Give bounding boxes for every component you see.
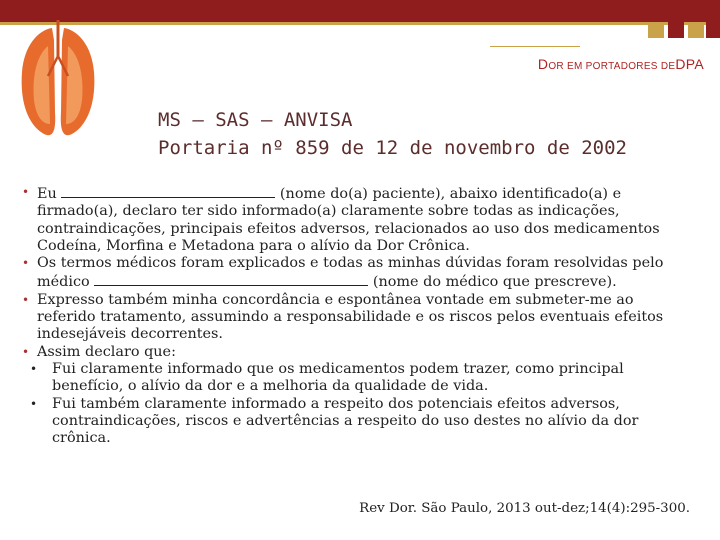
- doctor-name-blank: [94, 272, 368, 286]
- item-text-before-blank: Os termos médicos foram explicados e todas as minhas dúvidas foram resolvidas pelo médico: [37, 255, 664, 291]
- item-text-before-blank: Eu: [37, 186, 62, 202]
- bullet-dot-icon: •: [22, 344, 30, 359]
- page-title: [158, 106, 627, 162]
- top-accent-stripe: [0, 22, 720, 25]
- bullet-dot-icon: •: [22, 256, 30, 271]
- header-title-prefix: D: [537, 56, 549, 72]
- item-text-after-blank: (nome do médico que prescreve).: [368, 274, 617, 291]
- bullet-dot-icon: •: [22, 292, 30, 307]
- list-item: [22, 255, 682, 292]
- bullet-dot-icon: •: [30, 396, 38, 411]
- item-text: Expresso também minha concordância e espontânea vontade em submeter-me ao referido tratamento, assumindo a responsabilidade e os riscos pelos eventuais efeitos indesejáveis decorrentes.: [37, 291, 664, 343]
- bullet-dot-icon: •: [30, 361, 38, 376]
- lungs-logo-icon: [8, 16, 108, 146]
- title-line-2: Portaria nº 859 de 12 de novembro de 2002: [158, 137, 627, 159]
- section-header: [538, 56, 704, 72]
- bullet-dot-icon: •: [22, 185, 30, 199]
- sub-list-item: [22, 396, 682, 448]
- patient-name-blank: [61, 184, 275, 198]
- sub-list-item: [22, 361, 682, 396]
- header-divider: [490, 46, 580, 47]
- consent-text-list: [22, 184, 682, 447]
- item-text: Assim declaro que:: [37, 343, 176, 360]
- list-item: [22, 292, 682, 344]
- corner-accent-square: [668, 22, 684, 38]
- header-title-middle: OR EM PORTADORES DE: [548, 61, 676, 72]
- header-title-suffix: DPA: [675, 56, 704, 72]
- sub-item-text: Fui claramente informado que os medicamentos podem trazer, como principal benefício, o alívio da dor e a melhoria da qualidade de vida.: [52, 360, 624, 395]
- top-decorative-bar: [0, 0, 720, 22]
- sub-item-text: Fui também claramente informado a respeito dos potenciais efeitos adversos, contraindicações, riscos e advertências a respeito do uso destes no alívio da dor crônica.: [52, 395, 639, 447]
- item-text-after-blank: (nome do(a) paciente), abaixo identificado(a) e firmado(a), declaro ter sido informado(a) claramente sobre todas as indicações, contraindicações, principais efeitos adversos, relacionados ao uso dos medicamentos Codeína, Morfina e Metadona para o alívio da Dor Crônica.: [37, 186, 660, 254]
- list-item: [22, 344, 682, 361]
- corner-accent-square: [706, 22, 720, 38]
- citation: Rev Dor. São Paulo, 2013 out-dez;14(4):295-300.: [359, 501, 690, 516]
- title-line-1: MS – SAS – ANVISA: [158, 109, 353, 131]
- list-item: [22, 184, 682, 255]
- corner-accent-square: [688, 22, 704, 38]
- corner-accent-square: [648, 22, 664, 38]
